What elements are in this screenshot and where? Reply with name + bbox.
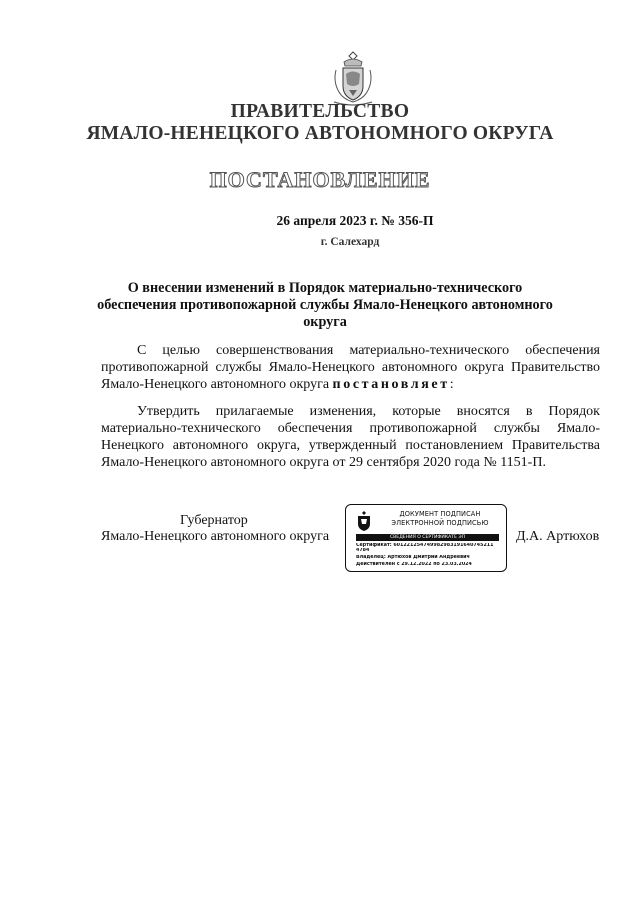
document-type: ПОСТАНОВЛЕНИЕ [209,167,431,192]
city: г. Салехард [320,236,380,248]
stamp-certificate: Сертификат: 601221254749982983191640745211 [356,543,494,548]
date-and-number: 26 апреля 2023 г. № 356-П [276,213,434,228]
preamble-text: С целью совершенствования материально-технического обеспечения противопожарной службы Ямало-Ненецкого автономного округа Правительство Ямало-Ненецкого автономного округа [101,343,600,392]
stamp-heading-1: ДОКУМЕНТ ПОДПИСАН [399,510,481,518]
paragraph-resolution: Утвердить прилагаемые изменения, которые вносятся в Порядок материально-технического обеспечения противопожарной службы Ямало-Ненецкого автономного округа, утвержденный постановлением Правительства Ямало-Ненецкого автономного округа от 29 сентября 2020 года № 1151-П. [101,404,600,470]
government-title-line1: ПРАВИТЕЛЬСТВО [230,101,410,122]
signatory-name: Д.А. Артюхов [516,529,600,544]
signatory-region: Ямало-Ненецкого автономного округа [101,529,330,544]
document-subject: О внесении изменений в Порядок материально-технического обеспечения противопожарной службы Ямало-Ненецкого автономного округа [97,280,553,330]
coat-of-arms-icon [330,50,376,108]
stamp-owner: Владелец: Артюхов Дмитрий Андреевич [356,555,470,560]
stamp-emblem-icon [355,510,373,532]
stamp-certificate-bar: СВЕДЕНИЯ О СЕРТИФИКАТЕ ЭП [356,534,499,541]
preamble-end: : [449,377,454,392]
stamp-certificate-cont: 4784 [356,548,370,553]
government-title-line2: ЯМАЛО-НЕНЕЦКОГО АВТОНОМНОГО ОКРУГА [86,123,554,144]
resolves-word: постановляет [332,377,450,392]
paragraph-preamble [101,342,600,393]
stamp-validity: Действителен с 29.12.2022 по 23.03.2024 [356,562,472,567]
signatory-title: Губернатор [180,513,248,528]
stamp-heading-2: ЭЛЕКТРОННОЙ ПОДПИСЬЮ [391,519,489,527]
electronic-signature-stamp [345,504,507,572]
